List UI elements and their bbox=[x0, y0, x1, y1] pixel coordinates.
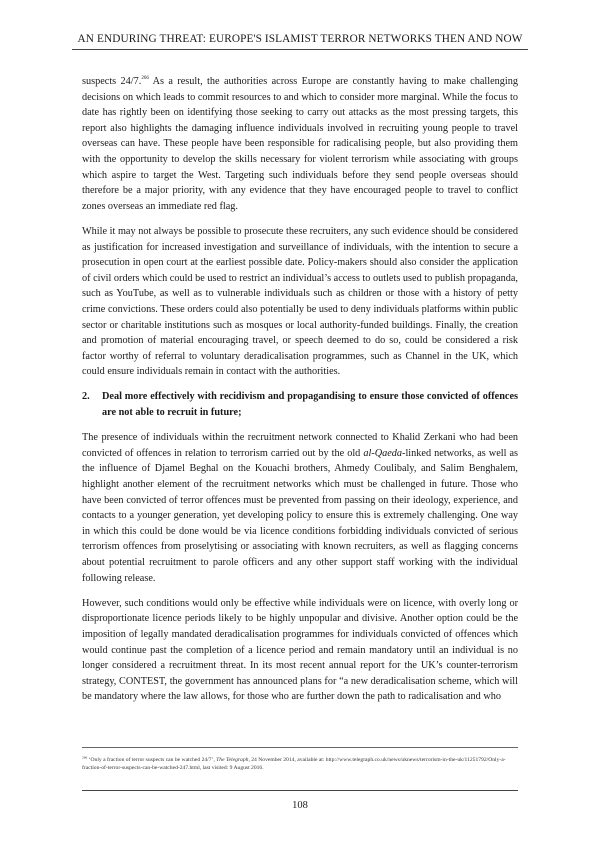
paragraph-3-part-2: -linked networks, as well as the influence of Djamel Beghal on the Kouachi brothers, Ahmedy Coulibaly, and Salim Benghalem, highlight another element of the recruitment networks which must be challenged in future. Those who have been convicted of terror offences must be prevented from passing on their ideology, experience, and contacts to a younger generation, yet developing policy to ensure this is extremely challenging. One way in which this could be done would be via licence conditions forbidding individuals convicted of serious terrorism offences from proselytising or associating with known recruiters, as well as flagging concerns about potential recruitment to parole officers and any other support staff working with the individual following release. bbox=[82, 447, 518, 584]
paragraph-1-lead: suspects 24/7. bbox=[82, 76, 142, 87]
footnote-divider bbox=[82, 747, 518, 748]
footer-divider bbox=[82, 790, 518, 791]
footnote-part-2: , 24 November 2014, available at: http://www.telegraph.co.uk/news/uknews/terrorism-in-the-uk/11251792/Only-a-fraction-of-terror-suspects-can-be-watched-247.html, last visited: 9 August 2016. bbox=[82, 757, 506, 771]
page-number: 108 bbox=[292, 800, 308, 811]
paragraph-4: However, such conditions would only be effective while individuals were on licence, with overly long or disproportionate licence periods likely to be highly unpopular and divisive. Another option could be the imposition of legally mandated deradicalisation programmes for individuals convicted of offences which would continue past the completion of a licence period and remain mandatory until an individual is no longer considered a recruitment threat. In its most recent annual report for the UK’s counter-terrorism strategy, CONTEST, the government has announced plans for “a new deradicalisation scheme, which will be mandatory where the law allows, for those who are further down the path to radicalisation and who bbox=[82, 597, 518, 703]
paragraph-3 bbox=[82, 430, 518, 586]
paragraph-2: While it may not always be possible to prosecute these recruiters, any such evidence should be considered as justification for increased investigation and surveillance of individuals, with the intention to secure a prosecution in open court at the earliest possible date. Policy-makers should also consider the application of civil orders which could be used to restrict an individual’s access to outlets used to publish propaganda, such as YouTube, as well as to vulnerable individuals such as children or those with a history of petty crime convictions. These orders could also potentially be used to deny individuals platforms within public sector or charitable institutions such as mosques or local authority-funded buildings. Finally, the creation and promotion of material encouraging travel, or speech deemed to do so, could be considered a risk factor worthy of referral to voluntary deradicalisation programmes, such as Channel in the UK, which could ensure individuals remain in contact with the authorities. bbox=[82, 225, 518, 378]
recommendation-heading bbox=[82, 389, 518, 420]
recommendation-text: Deal more effectively with recidivism and propagandising to ensure those convicted of offences are not able to recruit in future; bbox=[102, 391, 518, 419]
paragraph-3-part-1: The presence of individuals within the recruitment network connected to Khalid Zerkani who had been convicted of offences in relation to terrorism carried out by the old bbox=[82, 432, 518, 459]
footnote-reference[interactable]: 266 bbox=[141, 76, 149, 81]
footnote bbox=[82, 756, 518, 772]
running-header-title: AN ENDURING THREAT: EUROPE'S ISLAMIST TERROR NETWORKS THEN AND NOW bbox=[77, 33, 523, 45]
footnote-italic: The Telegraph bbox=[216, 757, 249, 763]
body-text bbox=[82, 74, 518, 715]
running-header bbox=[72, 33, 528, 50]
paragraph-1-rest: As a result, the authorities across Europe are constantly having to make challenging decisions on which leads to commit resources to and which to consider more marginal. While the focus to date has rightly been on identifying those seeking to carry out attacks as the most pressing targets, this report also highlights the damaging influence individuals involved in recruiting young people to travel overseas can have. These people have been responsible for radicalising people, but also providing them with the opportunity to develop the skills necessary for violent terrorism while associating with groups which aspire to target the West. Targeting such individuals before they send people overseas should therefore be a major priority, with any evidence that they have encouraged people to travel to conflict zones overseas an immediate red flag. bbox=[82, 76, 518, 212]
recommendation-number: 2. bbox=[82, 391, 90, 403]
footnote-number: 266 bbox=[82, 755, 88, 760]
paragraph-1 bbox=[82, 74, 518, 214]
footnote-part-1: ‘Only a fraction of terror suspects can be watched 24/7’, bbox=[87, 757, 217, 763]
paragraph-3-italic: al-Qaeda bbox=[363, 447, 403, 459]
